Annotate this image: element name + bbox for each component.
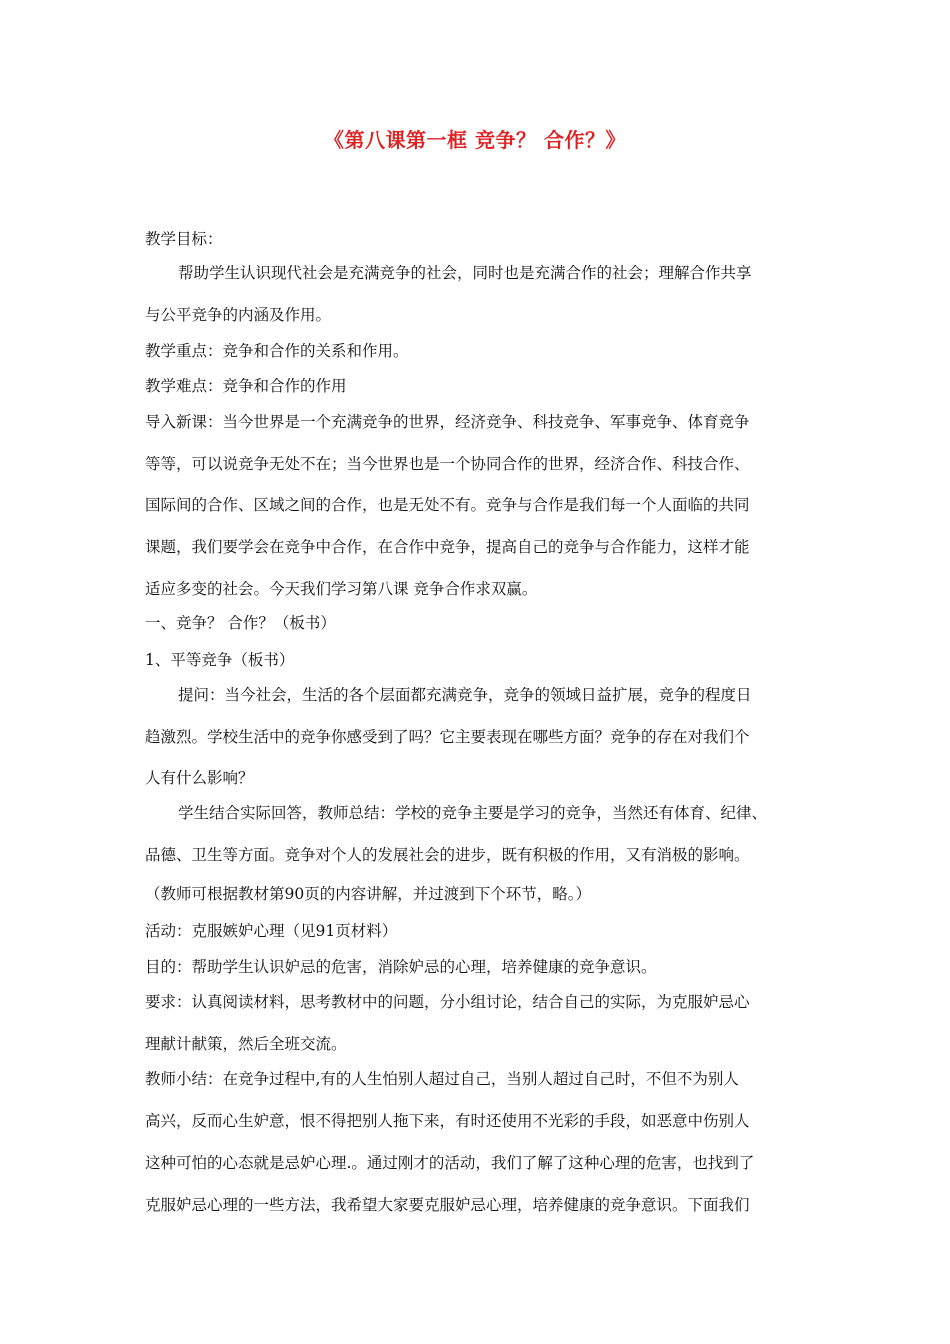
text-line: 提问：当今社会，生活的各个层面都充满竞争，竞争的领域日益扩展，竞争的程度日 — [178, 686, 752, 704]
text-line: 目的：帮助学生认识妒忌的危害，消除妒忌的心理，培养健康的竞争意识。 — [145, 958, 657, 976]
text-line: 品德、卫生等方面。竞争对个人的发展社会的进步，既有积极的作用，又有消极的影响。 — [145, 846, 750, 864]
text-line: 教学目标： — [145, 230, 223, 248]
text-line: 导入新课：当今世界是一个充满竞争的世界，经济竞争、科技竞争、军事竞争、体育竞争 — [145, 413, 750, 431]
text-line: 教师小结：在竞争过程中,有的人生怕别人超过自己，当别人超过自己时，不但不为别人 — [145, 1070, 739, 1088]
text-line: （教师可根据教材第90页的内容讲解，并过渡到下个环节，略。） — [145, 885, 591, 903]
text-line: 学生结合实际回答，教师总结：学校的竞争主要是学习的竞争，当然还有体育、纪律、 — [178, 804, 768, 822]
text-line: 活动：克服嫉妒心理（见91页材料） — [145, 922, 398, 940]
section-heading: 一、竞争？ 合作？（板书） — [145, 614, 336, 632]
subsection-heading: 1、平等竞争（板书） — [145, 651, 295, 669]
text-line: 趋激烈。学校生活中的竞争你感受到了吗？它主要表现在哪些方面？竞争的存在对我们个 — [145, 728, 750, 746]
document-title: 《第八课第一框 竞争？ 合作？》 — [324, 128, 626, 152]
text-line: 教学重点：竞争和合作的关系和作用。 — [145, 342, 409, 360]
text-line: 适应多变的社会。今天我们学习第八课 竞争合作求双赢。 — [145, 580, 538, 598]
text-line: 这种可怕的心态就是忌妒心理.。通过刚才的活动，我们了解了这种心理的危害，也找到了 — [145, 1154, 755, 1172]
text-line: 人有什么影响？ — [145, 769, 254, 787]
text-line: 与公平竞争的内涵及作用。 — [145, 306, 332, 324]
text-line: 国际间的合作、区域之间的合作，也是无处不有。竞争与合作是我们每一个人面临的共同 — [145, 496, 750, 514]
text-line: 克服妒忌心理的一些方法，我希望大家要克服妒忌心理，培养健康的竞争意识。下面我们 — [145, 1196, 750, 1214]
text-line: 理献计献策，然后全班交流。 — [145, 1035, 347, 1053]
text-line: 要求：认真阅读材料，思考教材中的问题，分小组讨论，结合自己的实际，为克服妒忌心 — [145, 993, 750, 1011]
text-line: 课题，我们要学会在竞争中合作，在合作中竞争，提高自己的竞争与合作能力，这样才能 — [145, 538, 750, 556]
text-line: 教学难点：竞争和合作的作用 — [145, 377, 347, 395]
text-line: 高兴，反而心生妒意，恨不得把别人拖下来，有时还使用不光彩的手段，如恶意中伤别人 — [145, 1112, 750, 1130]
text-line: 帮助学生认识现代社会是充满竞争的社会，同时也是充满合作的社会；理解合作共享 — [178, 264, 752, 282]
text-line: 等等，可以说竞争无处不在；当今世界也是一个协同合作的世界，经济合作、科技合作、 — [145, 455, 750, 473]
